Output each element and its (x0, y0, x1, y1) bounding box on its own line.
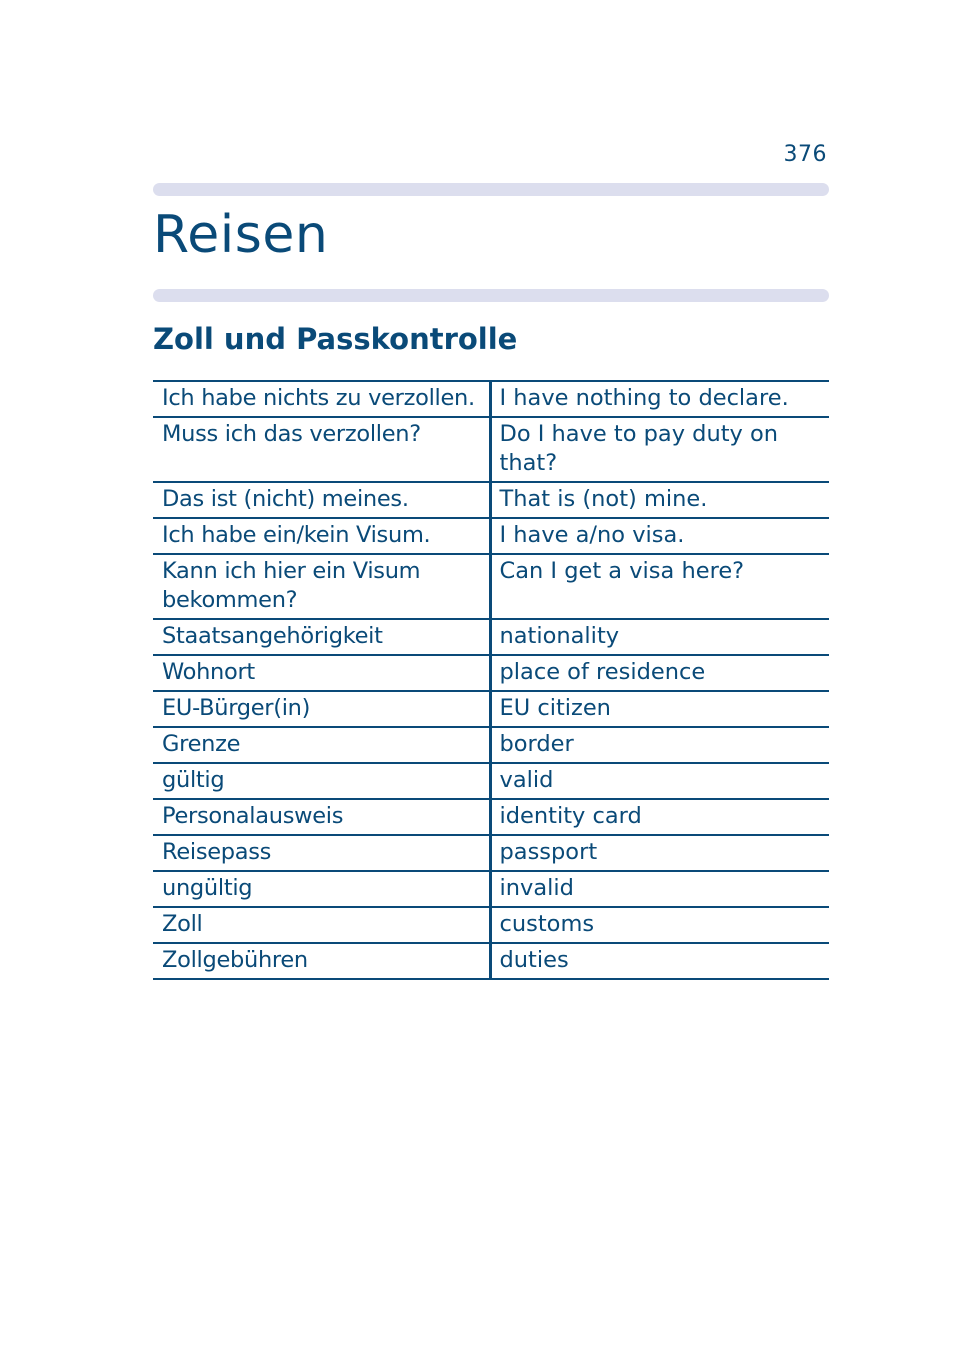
english-translation: I have nothing to declare. (499, 385, 789, 411)
english-translation: That is (not) mine. (499, 486, 708, 512)
german-phrase: EU-Bürger(in) (153, 691, 490, 727)
chapter-bottom-rule (153, 289, 829, 302)
english-translation: identity card (499, 803, 642, 829)
table-row (153, 907, 829, 943)
english-translation: Can I get a visa here? (499, 558, 745, 584)
german-phrase: Ich habe ein/kein Visum. (153, 518, 490, 554)
german-phrase: Muss ich das verzollen? (153, 417, 490, 482)
english-translation: duties (499, 947, 569, 973)
table-row (153, 482, 829, 518)
table-row (153, 417, 829, 482)
german-phrase: Das ist (nicht) meines. (153, 482, 490, 518)
german-phrase: Zollgebühren (153, 943, 490, 979)
vocabulary-table (153, 380, 829, 980)
table-row (153, 655, 829, 691)
section-title: Zoll und Passkontrolle (153, 322, 518, 356)
german-phrase: Personalausweis (153, 799, 490, 835)
german-phrase: Ich habe nichts zu verzollen. (153, 381, 490, 417)
english-translation: invalid (499, 875, 574, 901)
table-row (153, 518, 829, 554)
german-phrase: ungültig (153, 871, 490, 907)
english-translation: place of residence (499, 659, 706, 685)
english-translation: passport (499, 839, 598, 865)
page-number: 376 (783, 142, 827, 167)
german-phrase: Staatsangehörigkeit (153, 619, 490, 655)
table-row (153, 763, 829, 799)
german-phrase: Wohnort (153, 655, 490, 691)
german-phrase: Kann ich hier ein Visum bekommen? (153, 554, 490, 619)
german-phrase: Zoll (153, 907, 490, 943)
table-row (153, 691, 829, 727)
english-translation: Do I have to pay duty on that? (499, 421, 779, 476)
german-phrase: Reisepass (153, 835, 490, 871)
table-row (153, 835, 829, 871)
table-row (153, 799, 829, 835)
english-translation: border (499, 731, 574, 757)
german-phrase: gültig (153, 763, 490, 799)
table-row (153, 554, 829, 619)
english-translation: valid (499, 767, 554, 793)
english-translation: I have a/no visa. (499, 522, 685, 548)
table-row (153, 871, 829, 907)
table-row (153, 943, 829, 979)
english-translation: EU citizen (499, 695, 611, 721)
table-row (153, 727, 829, 763)
english-translation: nationality (499, 623, 620, 649)
table-row (153, 381, 829, 417)
english-translation: customs (499, 911, 595, 937)
table-row (153, 619, 829, 655)
german-phrase: Grenze (153, 727, 490, 763)
chapter-top-rule (153, 183, 829, 196)
chapter-title: Reisen (153, 205, 329, 265)
